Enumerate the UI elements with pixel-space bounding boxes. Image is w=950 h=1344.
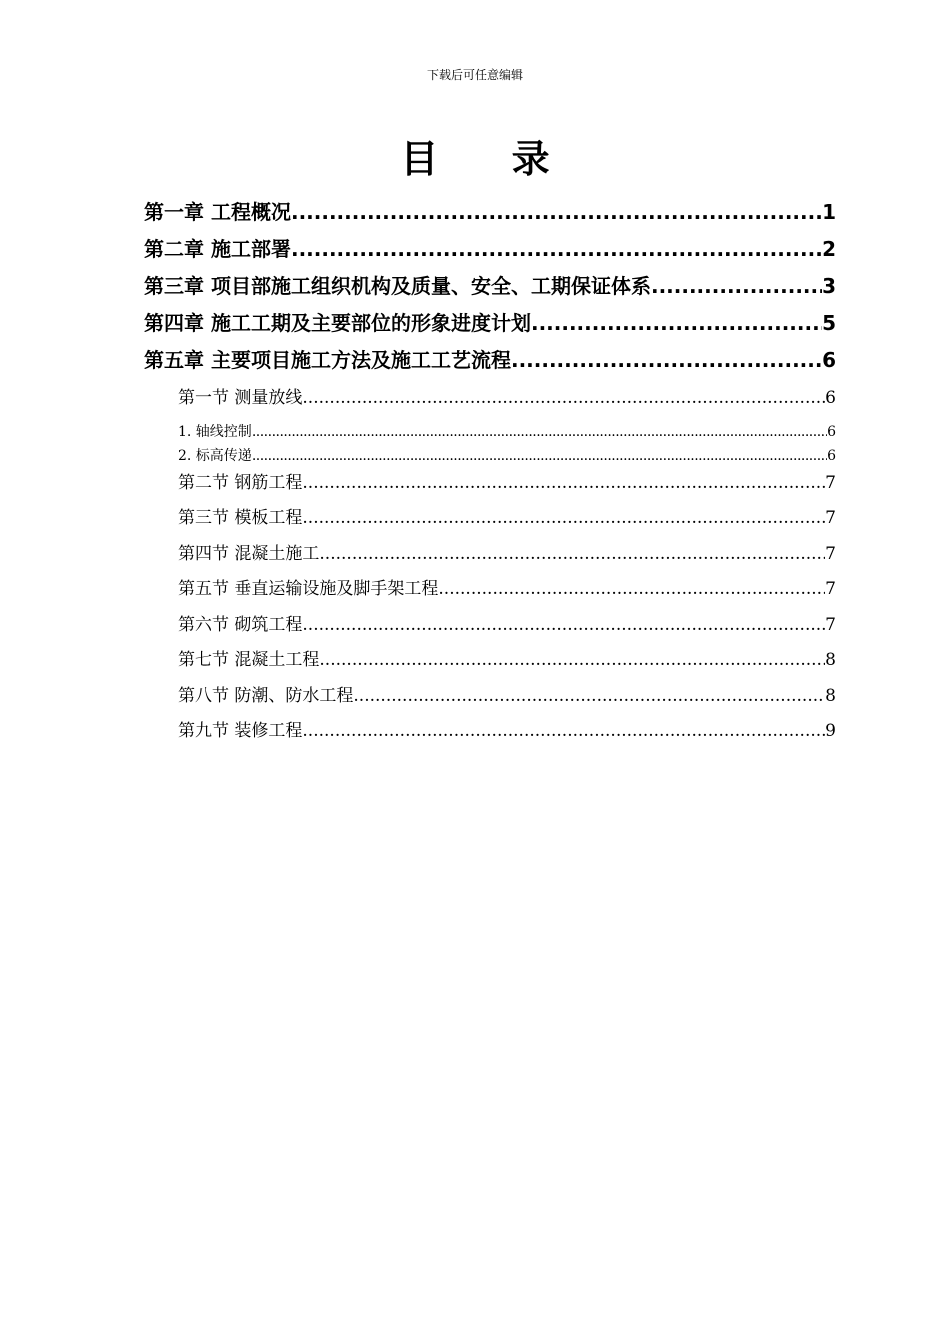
dot-leader [291,200,822,224]
dot-leader [291,237,822,261]
toc-entry-label: 第四章 施工工期及主要部位的形象进度计划 [144,311,531,335]
toc-entry[interactable] [178,503,836,528]
toc-entry-page: 7 [825,473,836,493]
toc-entry-page: 8 [825,686,836,706]
toc-entry[interactable] [144,233,836,262]
toc-entry-page: 7 [825,508,836,528]
toc-entry-label: 第一章 工程概况 [144,200,291,224]
toc-entry[interactable] [178,468,836,493]
toc-entry-page: 5 [822,311,836,335]
toc-entry-label: 第四节 混凝土施工 [178,544,320,564]
dot-leader [319,544,825,564]
toc-entry-page: 7 [825,615,836,635]
toc-entry-label: 第三节 模板工程 [178,508,303,528]
toc-entry-label: 第一节 测量放线 [178,388,303,408]
toc-entry[interactable] [178,383,836,408]
toc-entry-label: 第六节 砌筑工程 [178,615,303,635]
dot-leader [511,348,822,372]
toc-entry-label: 第二章 施工部署 [144,237,291,261]
toc-entry[interactable] [144,270,836,299]
toc-entry-label: 第七节 混凝土工程 [178,650,320,670]
dot-leader [302,615,825,635]
dot-leader [252,424,827,440]
dot-leader [252,448,827,464]
toc-entry[interactable] [178,539,836,564]
toc-title: 目 录 [400,137,580,181]
dot-leader [651,274,822,298]
toc-entry-page: 9 [825,721,836,741]
toc-entry-label: 第九节 装修工程 [178,721,303,741]
toc-entry[interactable] [178,574,836,599]
toc-entry[interactable] [144,307,836,336]
dot-leader [302,388,825,408]
toc-entry[interactable] [178,681,836,706]
toc-entry-page: 3 [822,274,836,298]
toc-entry[interactable] [178,610,836,635]
toc-entry-page: 1 [822,200,836,224]
header-note: 下载后可任意编辑 [426,68,523,82]
toc-entry-label: 2. 标高传递 [178,448,252,464]
toc-entry-label: 第二节 钢筋工程 [178,473,303,493]
toc-entry-page: 6 [822,348,836,372]
toc-entry-page: 6 [827,448,836,464]
toc-entry-label: 1. 轴线控制 [178,424,252,440]
toc-entry[interactable] [144,344,836,373]
toc-entry-label: 第五章 主要项目施工方法及施工工艺流程 [144,348,511,372]
toc-entry[interactable] [178,445,836,465]
dot-leader [531,311,822,335]
dot-leader [302,721,825,741]
toc-entry[interactable] [144,196,836,225]
toc-entry-page: 7 [825,579,836,599]
toc-entry-label: 第三章 项目部施工组织机构及质量、安全、工期保证体系 [144,274,651,298]
dot-leader [438,579,825,599]
toc-entry-label: 第五节 垂直运输设施及脚手架工程 [178,579,439,599]
dot-leader [302,508,825,528]
toc-entry[interactable] [178,645,836,670]
dot-leader [319,650,825,670]
toc-entry-page: 7 [825,544,836,564]
toc-entry[interactable] [178,716,836,741]
toc-entry[interactable] [178,421,836,441]
toc-entry-page: 6 [827,424,836,440]
dot-leader [353,686,825,706]
toc-entry-label: 第八节 防潮、防水工程 [178,686,354,706]
toc-entry-page: 2 [822,237,836,261]
toc-entry-page: 8 [825,650,836,670]
dot-leader [302,473,825,493]
toc-entry-page: 6 [825,388,836,408]
